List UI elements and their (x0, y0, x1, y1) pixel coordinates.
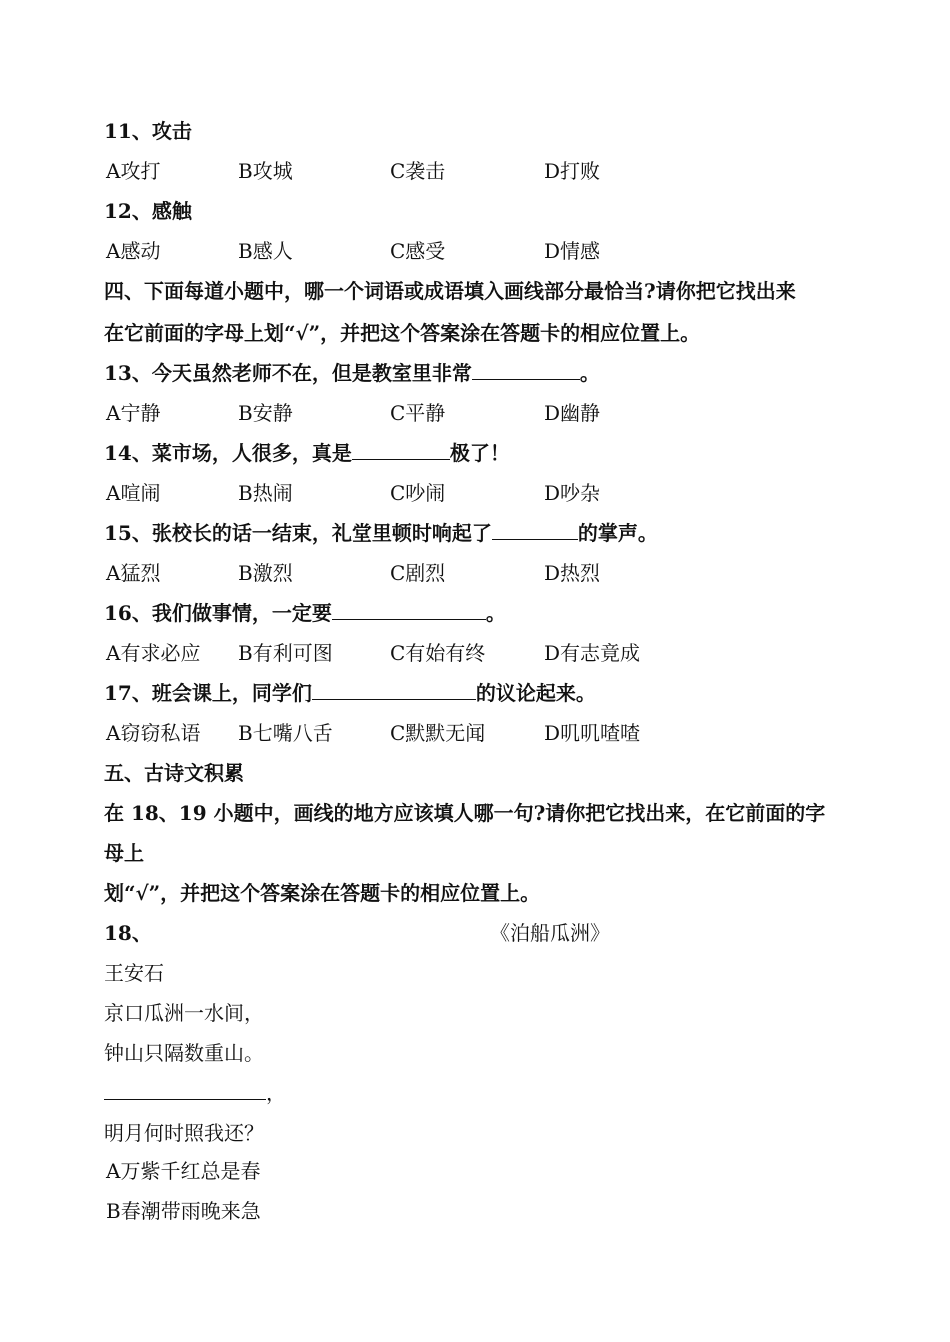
section5-instruction-line2: 母上 (104, 841, 144, 865)
q15-blank (492, 519, 578, 540)
q12-stem: 12、感触 (104, 199, 192, 223)
q16-option-d[interactable]: D有志竟成 (544, 641, 641, 665)
q17-stem-pre: 17、班会课上，同学们 (104, 681, 312, 705)
q11-option-d[interactable]: D打败 (544, 159, 601, 183)
q15-option-a[interactable]: A猛烈 (106, 561, 161, 585)
section4-instruction-line2: 在它前面的字母上划“√”，并把这个答案涂在答题卡的相应位置上。 (104, 321, 701, 345)
q14-stem (104, 438, 510, 468)
poem-verse-2: 钟山只隔数重山。 (104, 1041, 264, 1065)
q13-option-b[interactable]: B安静 (238, 401, 293, 425)
q14-option-a[interactable]: A喧闹 (106, 481, 161, 505)
q16-stem (104, 598, 506, 628)
q16-option-b[interactable]: B有利可图 (238, 641, 333, 665)
section5-instruction-line3: 划“√”，并把这个答案涂在答题卡的相应位置上。 (104, 881, 541, 905)
q15-stem-post: 的掌声。 (577, 521, 658, 545)
q17-option-d[interactable]: D叽叽喳喳 (544, 721, 641, 745)
q12-options (104, 236, 864, 266)
section4-instruction-line1: 四、下面每道小题中，哪一个词语或成语填入画线部分最恰当?请你把它找出来 (104, 279, 796, 303)
q14-stem-post: 极了！ (449, 441, 510, 465)
q15-option-d[interactable]: D热烈 (544, 561, 601, 585)
q16-stem-post: 。 (485, 601, 506, 625)
poem-title: 《泊船瓜洲》 (490, 921, 610, 945)
q18-number: 18、 (104, 921, 152, 945)
q18-option-a[interactable]: A万紫千红总是春 (106, 1159, 261, 1183)
q17-stem-post: 的议论起来。 (475, 681, 596, 705)
q13-stem-post: 。 (579, 361, 600, 385)
poem-author: 王安石 (104, 961, 164, 985)
q17-option-b[interactable]: B七嘴八舌 (238, 721, 333, 745)
q16-stem-pre: 16、我们做事情，一定要 (104, 601, 332, 625)
q14-stem-pre: 14、菜市场，人很多，真是 (104, 441, 352, 465)
q16-option-c[interactable]: C有始有终 (390, 641, 486, 665)
q17-option-a[interactable]: A窃窃私语 (106, 721, 201, 745)
q13-option-c[interactable]: C平静 (390, 401, 446, 425)
poem-verse-4: 明月何时照我还？ (104, 1121, 264, 1145)
q15-stem-pre: 15、张校长的话一结束，礼堂里顿时响起了 (104, 521, 492, 545)
q15-option-b[interactable]: B激烈 (238, 561, 293, 585)
q13-option-a[interactable]: A宁静 (106, 401, 161, 425)
q14-option-d[interactable]: D吵杂 (544, 481, 601, 505)
section5-instruction-line1: 在 18、19 小题中，画线的地方应该填人哪一句?请你把它找出来，在它前面的字 (104, 801, 826, 825)
q12-option-c[interactable]: C感受 (390, 239, 446, 263)
q17-stem (104, 678, 596, 708)
q12-option-b[interactable]: B感人 (238, 239, 293, 263)
q11-option-a[interactable]: A攻打 (106, 159, 161, 183)
q12-option-a[interactable]: A感动 (106, 239, 161, 263)
q15-option-c[interactable]: C剧烈 (390, 561, 446, 585)
q14-option-b[interactable]: B热闹 (238, 481, 293, 505)
q13-options (104, 398, 864, 428)
q11-option-c[interactable]: C袭击 (390, 159, 446, 183)
q15-stem (104, 518, 658, 548)
q14-options (104, 478, 864, 508)
section5-title: 五、古诗文积累 (104, 761, 244, 785)
q14-blank (352, 439, 450, 460)
q11-stem: 11、攻击 (104, 119, 192, 143)
q15-options (104, 558, 864, 588)
q18-option-b[interactable]: B春潮带雨晚来急 (106, 1199, 261, 1223)
q11-options (104, 156, 864, 186)
q17-blank (312, 679, 476, 700)
q13-stem (104, 358, 600, 388)
q13-blank (472, 359, 580, 380)
q16-option-a[interactable]: A有求必应 (106, 641, 201, 665)
poem-verse-3-blank (104, 1079, 266, 1100)
q16-options (104, 638, 864, 668)
q13-option-d[interactable]: D幽静 (544, 401, 601, 425)
q17-options (104, 718, 864, 748)
poem-verse-3-post: ， (266, 1081, 286, 1105)
q13-stem-pre: 13、今天虽然老师不在，但是教室里非常 (104, 361, 472, 385)
poem-verse-1: 京口瓜洲一水间， (104, 1001, 264, 1025)
q16-blank (332, 599, 486, 620)
q11-option-b[interactable]: B攻城 (238, 159, 293, 183)
q12-option-d[interactable]: D情感 (544, 239, 601, 263)
q17-option-c[interactable]: C默默无闻 (390, 721, 486, 745)
poem-verse-3 (104, 1078, 286, 1108)
q14-option-c[interactable]: C吵闹 (390, 481, 446, 505)
